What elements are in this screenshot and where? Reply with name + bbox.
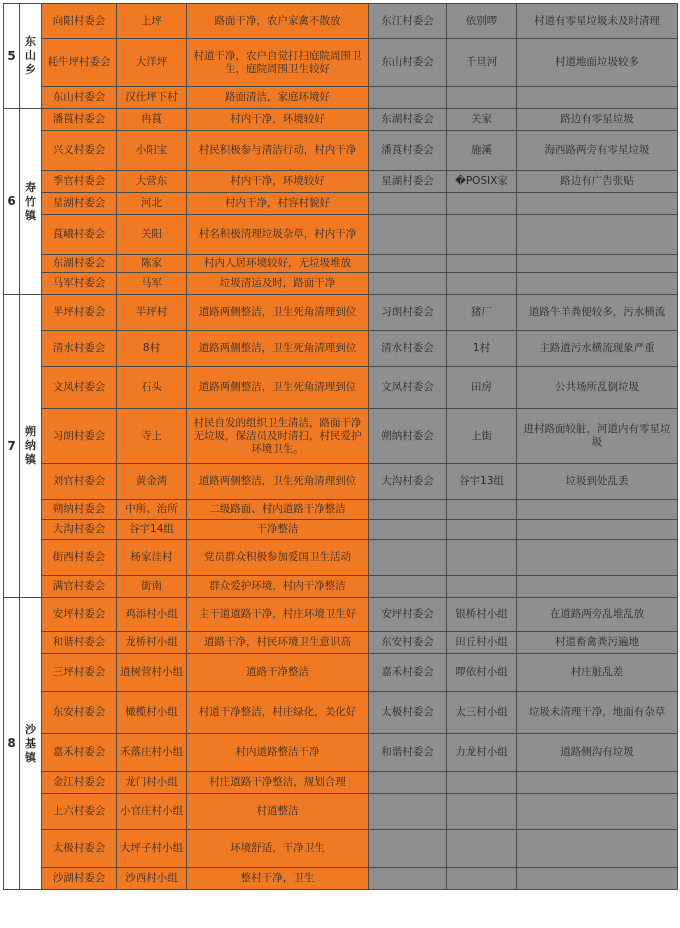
good-description-cell: 道路两侧整洁，卫生死角清理到位 (187, 295, 369, 331)
problem-village-cell: 和谐村委会 (369, 734, 447, 772)
problem-point-cell: 关家 (447, 109, 517, 131)
problem-description-cell (517, 576, 678, 598)
problem-description-cell (517, 772, 678, 794)
problem-point-cell (447, 520, 517, 540)
good-village-cell: 三坪村委会 (42, 654, 117, 692)
good-description-cell: 道路两侧整洁，卫生死角清理到位 (187, 367, 369, 409)
problem-point-cell (447, 255, 517, 273)
good-village-cell: 安坪村委会 (42, 598, 117, 632)
good-village-cell: 和谐村委会 (42, 632, 117, 654)
table-row (4, 772, 678, 794)
table-row (4, 171, 678, 193)
problem-description-cell: 村庄脏乱差 (517, 654, 678, 692)
good-point-cell: 上坪 (117, 4, 187, 39)
good-village-cell: 朔纳村委会 (42, 500, 117, 520)
problem-point-cell: 猪厂 (447, 295, 517, 331)
problem-village-cell (369, 273, 447, 295)
problem-point-cell: 银桥村小组 (447, 598, 517, 632)
problem-village-cell: 大沟村委会 (369, 464, 447, 500)
problem-point-cell: 施溪 (447, 131, 517, 171)
table-row (4, 367, 678, 409)
good-description-cell: 道路两侧整洁，卫生死角清理到位 (187, 331, 369, 367)
good-description-cell: 村内道路整洁干净 (187, 734, 369, 772)
problem-description-cell (517, 273, 678, 295)
problem-village-cell: 东江村委会 (369, 4, 447, 39)
problem-description-cell: 公共场所乱倒垃圾 (517, 367, 678, 409)
good-point-cell: 寺上 (117, 409, 187, 464)
good-description-cell: 主干道道路干净，村庄环境卫生好 (187, 598, 369, 632)
problem-point-cell (447, 868, 517, 890)
good-village-cell: 季官村委会 (42, 171, 117, 193)
problem-description-cell (517, 830, 678, 868)
problem-point-cell (447, 772, 517, 794)
good-point-cell: 石头 (117, 367, 187, 409)
good-village-cell: 东安村委会 (42, 692, 117, 734)
problem-village-cell (369, 830, 447, 868)
problem-point-cell: 太三村小组 (447, 692, 517, 734)
good-village-cell: 兴义村委会 (42, 131, 117, 171)
problem-description-cell: 道路侧沟有垃圾 (517, 734, 678, 772)
problem-village-cell: 东安村委会 (369, 632, 447, 654)
good-description-cell: 村内干净，村容村貌好 (187, 193, 369, 215)
problem-description-cell: 村道畜禽粪污遍地 (517, 632, 678, 654)
problem-point-cell (447, 830, 517, 868)
problem-village-cell (369, 520, 447, 540)
problem-description-cell (517, 794, 678, 830)
good-description-cell: 村内人居环境较好，无垃圾堆放 (187, 255, 369, 273)
good-description-cell: 群众爱护环境，村内干净整洁 (187, 576, 369, 598)
table-row (4, 794, 678, 830)
problem-description-cell: 道路牛羊粪便较多，污水横流 (517, 295, 678, 331)
good-village-cell: 东山村委会 (42, 87, 117, 109)
problem-village-cell: 东湖村委会 (369, 109, 447, 131)
problem-village-cell: 习朗村委会 (369, 295, 447, 331)
problem-description-cell (517, 540, 678, 576)
problem-village-cell: 文凤村委会 (369, 367, 447, 409)
problem-village-cell (369, 255, 447, 273)
good-point-cell: 小官庄村小组 (117, 794, 187, 830)
good-village-cell: 莨峨村委会 (42, 215, 117, 255)
good-point-cell: 关阳 (117, 215, 187, 255)
problem-point-cell (447, 87, 517, 109)
group-index-cell: 7 (4, 295, 20, 598)
good-village-cell: 潘莨村委会 (42, 109, 117, 131)
inspection-table (3, 3, 678, 890)
good-village-cell: 大沟村委会 (42, 520, 117, 540)
town-name-cell: 朔纳镇 (20, 295, 42, 598)
good-description-cell: 村内干净，环境较好 (187, 109, 369, 131)
table-row (4, 654, 678, 692)
good-village-cell: 半坪村委会 (42, 295, 117, 331)
problem-description-cell: 路边有零星垃圾 (517, 109, 678, 131)
problem-description-cell: 垃圾未清理干净，地面有杂草 (517, 692, 678, 734)
problem-village-cell (369, 87, 447, 109)
table-row (4, 193, 678, 215)
problem-point-cell: 田房 (447, 367, 517, 409)
good-village-cell: 金江村委会 (42, 772, 117, 794)
table-body (4, 4, 678, 890)
problem-village-cell (369, 772, 447, 794)
good-point-cell: 黄金湾 (117, 464, 187, 500)
problem-description-cell (517, 500, 678, 520)
good-village-cell: 马军村委会 (42, 273, 117, 295)
problem-point-cell: 田丘村小组 (447, 632, 517, 654)
problem-point-cell (447, 540, 517, 576)
good-village-cell: 沙湖村委会 (42, 868, 117, 890)
good-village-cell: 上六村委会 (42, 794, 117, 830)
table-row (4, 868, 678, 890)
table-row (4, 598, 678, 632)
table-row (4, 409, 678, 464)
group-index-cell: 6 (4, 109, 20, 295)
table-row (4, 632, 678, 654)
problem-point-cell: 依别啰 (447, 4, 517, 39)
table-row (4, 215, 678, 255)
table-row (4, 109, 678, 131)
problem-point-cell (447, 794, 517, 830)
good-point-cell: 橄榄村小组 (117, 692, 187, 734)
good-description-cell: 党员群众积极参加爱国卫生活动 (187, 540, 369, 576)
good-description-cell: 路面清洁，家庭环境好 (187, 87, 369, 109)
good-village-cell: 清水村委会 (42, 331, 117, 367)
good-point-cell: 小阳宝 (117, 131, 187, 171)
table-row (4, 87, 678, 109)
good-description-cell: 环境舒适，干净卫生 (187, 830, 369, 868)
problem-description-cell (517, 193, 678, 215)
good-village-cell: 文凤村委会 (42, 367, 117, 409)
problem-description-cell: 海西路两旁有零星垃圾 (517, 131, 678, 171)
good-point-cell: 半坪村 (117, 295, 187, 331)
problem-village-cell: 东山村委会 (369, 39, 447, 87)
table-row (4, 734, 678, 772)
table-row (4, 331, 678, 367)
good-description-cell: 村道干净整洁，村庄绿化，美化好 (187, 692, 369, 734)
good-description-cell: 道路两侧整洁，卫生死角清理到位 (187, 464, 369, 500)
good-description-cell: 垃圾清运及时，路面干净 (187, 273, 369, 295)
good-village-cell: 街西村委会 (42, 540, 117, 576)
good-description-cell: 道路干净整洁 (187, 654, 369, 692)
problem-village-cell: 潘莨村委会 (369, 131, 447, 171)
good-description-cell: 村道整洁 (187, 794, 369, 830)
problem-point-cell: 力龙村小组 (447, 734, 517, 772)
table-row (4, 39, 678, 87)
problem-village-cell (369, 576, 447, 598)
table-row (4, 520, 678, 540)
good-description-cell: 二级路面、村内道路干净整洁 (187, 500, 369, 520)
problem-point-cell: 上街 (447, 409, 517, 464)
problem-point-cell (447, 215, 517, 255)
problem-village-cell (369, 500, 447, 520)
problem-point-cell: 啰依村小组 (447, 654, 517, 692)
table-row (4, 273, 678, 295)
problem-description-cell: 路边有广告张贴 (517, 171, 678, 193)
good-point-cell: 谷宇14组 (117, 520, 187, 540)
table-row (4, 830, 678, 868)
town-name-cell: 沙基镇 (20, 598, 42, 890)
problem-point-cell: 1村 (447, 331, 517, 367)
group-index-cell: 5 (4, 4, 20, 109)
good-village-cell: 满官村委会 (42, 576, 117, 598)
good-point-cell: 龙门村小组 (117, 772, 187, 794)
table-row (4, 500, 678, 520)
problem-point-cell: 谷宇13组 (447, 464, 517, 500)
good-point-cell: 马军 (117, 273, 187, 295)
good-description-cell: 道路干净，村民环境卫生意识高 (187, 632, 369, 654)
group-index-cell: 8 (4, 598, 20, 890)
good-village-cell: 嘉禾村委会 (42, 734, 117, 772)
problem-description-cell: 在道路两旁乱堆乱放 (517, 598, 678, 632)
good-description-cell: 村民自发的组织卫生清洁，路面干净无垃圾，保洁员及时清扫，村民爱护环境卫生。 (187, 409, 369, 464)
good-point-cell: 中所、治所 (117, 500, 187, 520)
problem-description-cell (517, 255, 678, 273)
good-description-cell: 村内干净，环境较好 (187, 171, 369, 193)
problem-point-cell (447, 576, 517, 598)
good-point-cell: 大营东 (117, 171, 187, 193)
good-point-cell: 汉仕坪下村 (117, 87, 187, 109)
table-row (4, 295, 678, 331)
problem-point-cell: 千旦河 (447, 39, 517, 87)
good-village-cell: 习朗村委会 (42, 409, 117, 464)
good-point-cell: 冉莨 (117, 109, 187, 131)
problem-point-cell: �POSIX家 (447, 171, 517, 193)
good-description-cell: 干净整洁 (187, 520, 369, 540)
problem-description-cell (517, 520, 678, 540)
good-point-cell: 8村 (117, 331, 187, 367)
good-description-cell: 村道干净，农户自觉打扫庭院周围卫生，庭院周围卫生较好 (187, 39, 369, 87)
problem-village-cell (369, 540, 447, 576)
good-village-cell: 向阳村委会 (42, 4, 117, 39)
problem-point-cell (447, 193, 517, 215)
problem-description-cell (517, 87, 678, 109)
problem-point-cell (447, 500, 517, 520)
problem-description-cell: 村道有零星垃圾未及时清理 (517, 4, 678, 39)
good-point-cell: 大坪子村小组 (117, 830, 187, 868)
table-row (4, 131, 678, 171)
good-point-cell: 道树营村小组 (117, 654, 187, 692)
problem-village-cell (369, 868, 447, 890)
good-point-cell: 鸡添村小组 (117, 598, 187, 632)
good-village-cell: 刘官村委会 (42, 464, 117, 500)
problem-village-cell: 清水村委会 (369, 331, 447, 367)
good-village-cell: 东湖村委会 (42, 255, 117, 273)
good-point-cell: 大洋坪 (117, 39, 187, 87)
good-point-cell: 杨家洼村 (117, 540, 187, 576)
problem-village-cell: 嘉禾村委会 (369, 654, 447, 692)
good-point-cell: 陈家 (117, 255, 187, 273)
good-point-cell: 街南 (117, 576, 187, 598)
problem-description-cell: 村道地面垃圾较多 (517, 39, 678, 87)
problem-village-cell: 太极村委会 (369, 692, 447, 734)
good-description-cell: 村名积极清理垃圾杂草，村内干净 (187, 215, 369, 255)
problem-point-cell (447, 273, 517, 295)
problem-village-cell: 朔纳村委会 (369, 409, 447, 464)
table-row (4, 576, 678, 598)
problem-description-cell: 进村路面较脏，河道内有零星垃圾 (517, 409, 678, 464)
table-row (4, 692, 678, 734)
good-description-cell: 村民积极参与清洁行动，村内干净 (187, 131, 369, 171)
table-row (4, 4, 678, 39)
good-description-cell: 路面干净，农户家禽不散放 (187, 4, 369, 39)
problem-village-cell (369, 193, 447, 215)
table-row (4, 540, 678, 576)
good-point-cell: 禾落庄村小组 (117, 734, 187, 772)
town-name-cell: 寿竹镇 (20, 109, 42, 295)
problem-description-cell (517, 868, 678, 890)
problem-description-cell: 垃圾到处乱丢 (517, 464, 678, 500)
good-village-cell: 耗牛坪村委会 (42, 39, 117, 87)
good-village-cell: 星湖村委会 (42, 193, 117, 215)
good-description-cell: 村庄道路干净整洁，规划合理 (187, 772, 369, 794)
table-row (4, 464, 678, 500)
table-row (4, 255, 678, 273)
problem-description-cell (517, 215, 678, 255)
problem-village-cell: 星湖村委会 (369, 171, 447, 193)
problem-village-cell: 安坪村委会 (369, 598, 447, 632)
problem-village-cell (369, 794, 447, 830)
good-village-cell: 太极村委会 (42, 830, 117, 868)
good-point-cell: 龙桥村小组 (117, 632, 187, 654)
problem-village-cell (369, 215, 447, 255)
good-point-cell: 沙西村小组 (117, 868, 187, 890)
town-name-cell: 东山乡 (20, 4, 42, 109)
good-description-cell: 整村干净，卫生 (187, 868, 369, 890)
problem-description-cell: 主路道污水横流现象严重 (517, 331, 678, 367)
good-point-cell: 河北 (117, 193, 187, 215)
